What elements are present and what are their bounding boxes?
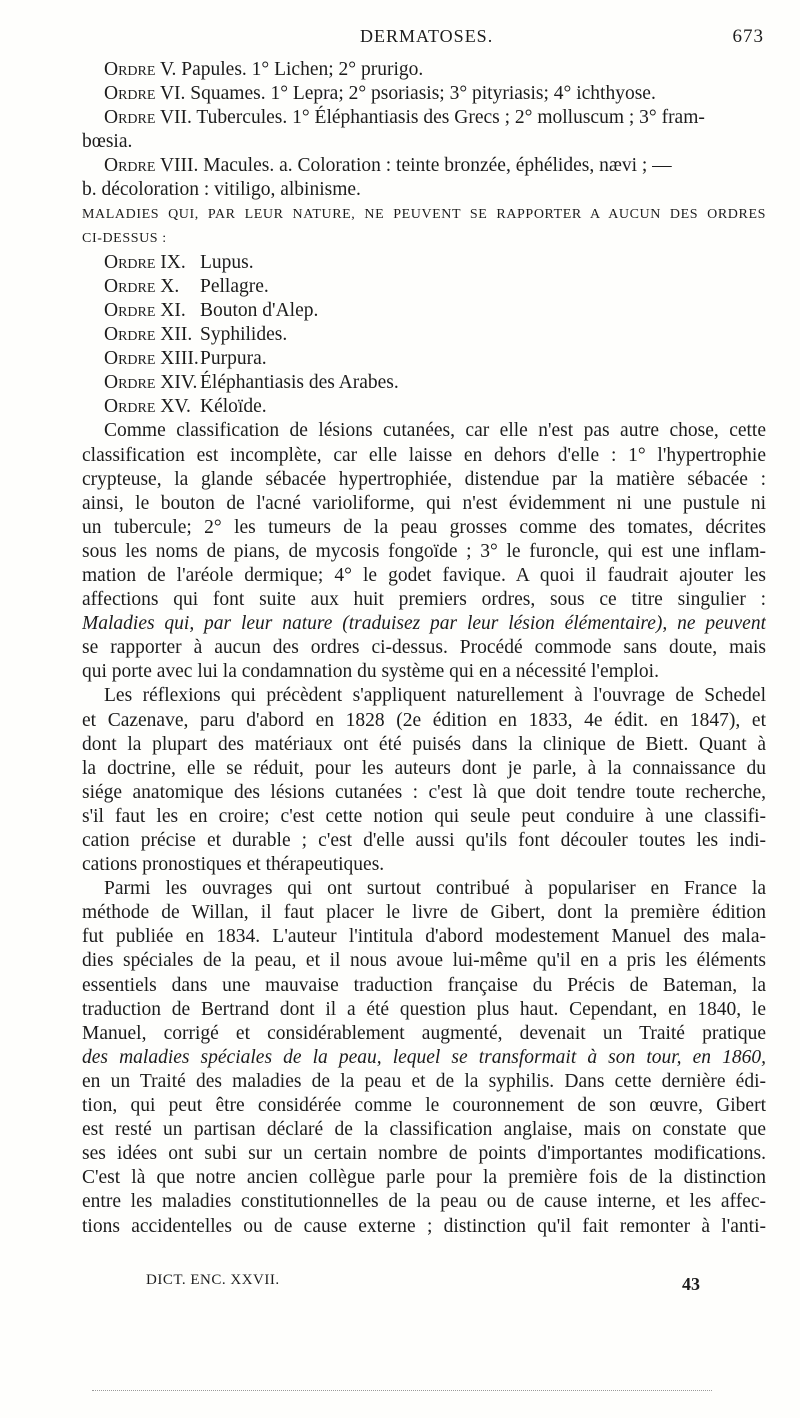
text-line: affections qui font suite aux huit premiers ordres, sous ce titre singulier :	[82, 589, 766, 611]
order-line	[82, 371, 766, 395]
text-line: se rapporter à aucun des ordres ci-dessus. Procédé commode sans doute, mais	[82, 637, 766, 659]
text-line: Comme classification de lésions cutanées, car elle n'est pas autre chose, cette	[104, 420, 766, 442]
text-line: dies spéciales de la peau, et il nous avoue lui-même qu'il en a pris les éléments	[82, 950, 766, 972]
order-line	[82, 154, 766, 178]
text-line: est resté un partisan déclaré de la classification anglaise, mais on constate que	[82, 1119, 766, 1141]
order-text: Bouton d'Alep.	[200, 299, 319, 321]
text-line: mation de l'aréole dermique; 4° le godet favique. A quoi il faudrait ajouter les	[82, 564, 766, 586]
signature-mark: DICT. ENC. XXVII.	[146, 1272, 280, 1288]
text-line: ainsi, le bouton de l'acné varioliforme, qui n'est évidemment ni une pustule ni	[82, 492, 766, 514]
order-label: Ordre X.	[104, 275, 180, 297]
page-body	[82, 58, 766, 1239]
scan-artifact-divider	[92, 1390, 712, 1391]
order-label: Ordre XIII.	[104, 348, 199, 370]
text-line: méthode de Willan, il faut placer le livre de Gibert, dont la première édition	[82, 902, 766, 924]
text-line: la doctrine, elle se réduit, pour les auteurs dont je parle, à la connaissance du	[82, 757, 766, 779]
order-text: Lupus.	[200, 251, 254, 273]
order-label: Ordre V.	[104, 59, 177, 80]
order-label: Ordre XI.	[104, 299, 186, 321]
orders-top-list	[82, 58, 766, 130]
order-label: Ordre IX.	[104, 251, 186, 273]
text-line: ses idées ont subi sur un certain nombre de points d'importantes modifications.	[82, 1143, 766, 1165]
order-line	[82, 347, 766, 371]
text-line: en un Traité des maladies de la peau et de la syphilis. Dans cette dernière édi-	[82, 1070, 766, 1092]
text-line: siége anatomique des lésions cutanées : c'est là que doit tendre toute recherche,	[82, 781, 766, 803]
running-header	[80, 26, 764, 52]
text-line: cations pronostiques et thérapeutiques.	[82, 854, 385, 876]
text-line: essentiels dans une mauvaise traduction française du Précis de Bateman, la	[82, 974, 766, 996]
page-footer	[146, 1272, 700, 1298]
text-line: Manuel, corrigé et considérablement augmenté, devenait un Traité pratique	[82, 1022, 766, 1044]
text-line: fut publiée en 1834. L'auteur l'intitula d'abord modestement Manuel des mala-	[82, 926, 766, 948]
paragraph-2	[82, 684, 766, 877]
order-text: Squames. 1° Lepra; 2° psoriasis; 3° pityriasis; 4° ichthyose.	[190, 83, 656, 105]
order-line	[82, 275, 766, 299]
section-heading-end: CI-DESSUS :	[82, 230, 167, 246]
text-line: des maladies spéciales de la peau, lequel se transformait à son tour, en 1860,	[82, 1046, 766, 1068]
order-text: Tubercules. 1° Éléphantiasis des Grecs ; 2° molluscum ; 3° fram-	[196, 107, 705, 129]
header-title: DERMATOSES.	[360, 26, 494, 46]
text-line: Parmi les ouvrages qui ont surtout contribué à populariser en France la	[104, 878, 766, 900]
text-line: traduction de Bertrand dont il a été question plus haut. Cependant, en 1840, le	[82, 998, 766, 1020]
order-line	[82, 251, 766, 275]
order-label: Ordre XII.	[104, 324, 193, 346]
order-label: Ordre XIV.	[104, 372, 198, 394]
order-text: Purpura.	[200, 348, 267, 370]
order-line	[82, 395, 766, 419]
order-text: Éléphantiasis des Arabes.	[200, 372, 399, 394]
order-line	[82, 323, 766, 347]
order-label: Ordre XV.	[104, 396, 191, 418]
text-line: Les réflexions qui précèdent s'appliquent naturellement à l'ouvrage de Schedel	[104, 685, 766, 707]
text-line: b. décoloration : vitiligo, albinisme.	[82, 179, 361, 201]
order-label: Ordre VI.	[104, 83, 186, 105]
text-line: s'il faut les en croire; c'est cette notion qui seule peut conduire à une classifi-	[82, 805, 766, 827]
order-text: Macules. a. Coloration : teinte bronzée, éphélides, nævi ; —	[203, 155, 672, 177]
paragraph-3	[82, 877, 766, 1238]
text-line: sous les noms de pians, de mycosis fongoïde ; 3° le furoncle, qui est une inflam-	[82, 540, 766, 562]
orders-list	[82, 251, 766, 420]
text-line: entre les maladies constitutionnelles de la peau ou de cause interne, et les affec-	[82, 1191, 766, 1213]
order-line	[82, 299, 766, 323]
order-text: Kéloïde.	[200, 396, 267, 418]
text-line: tions accidentelles ou de cause externe ; distinction qu'il fait remonter à l'anti-	[82, 1215, 766, 1237]
text-line: qui porte avec lui la condamnation du système qui en a nécessité l'emploi.	[82, 661, 659, 683]
paragraph-1	[82, 419, 766, 684]
text-line: C'est là que notre ancien collègue parle pour la première fois de la distinction	[82, 1167, 766, 1189]
order-text: Papules. 1° Lichen; 2° prurigo.	[181, 59, 424, 80]
text-line: dont la plupart des matériaux ont été puisés dans la clinique de Biett. Quant à	[82, 733, 766, 755]
order-label: Ordre VII.	[104, 107, 192, 129]
text-line: classification est incomplète, car elle laisse en dehors d'elle : 1° l'hypertrophie	[82, 444, 766, 466]
order-line	[82, 58, 766, 82]
text-line: crypteuse, la glande sébacée hypertrophiée, distendue par la matière sébacée :	[82, 468, 766, 490]
order-line	[82, 106, 766, 130]
text-line: Maladies qui, par leur nature (traduisez par leur lésion élémentaire), ne peuvent	[82, 613, 766, 635]
text-line: un tubercule; 2° les tumeurs de la peau grosses comme des tomates, décrites	[82, 516, 766, 538]
text-line: cation précise et durable ; c'est d'elle aussi qu'ils font découler toutes les indi-	[82, 830, 766, 851]
section-heading: MALADIES QUI, PAR LEUR NATURE, NE PEUVENT SE RAPPORTER A AUCUN DES ORDRES	[82, 206, 766, 222]
order-label: Ordre VIII.	[104, 155, 199, 177]
text-line: bœsia.	[82, 131, 133, 153]
order-text: Syphilides.	[200, 324, 288, 346]
order-text: Pellagre.	[200, 275, 269, 297]
text-line: tion, qui peut être considérée comme le couronnement de son œuvre, Gibert	[82, 1095, 766, 1117]
page-number: 673	[732, 26, 764, 47]
order-line	[82, 82, 766, 106]
text-line: et Cazenave, paru d'abord en 1828 (2e édition en 1833, 4e édit. en 1847), et	[82, 709, 766, 731]
sheet-number: 43	[682, 1274, 700, 1294]
